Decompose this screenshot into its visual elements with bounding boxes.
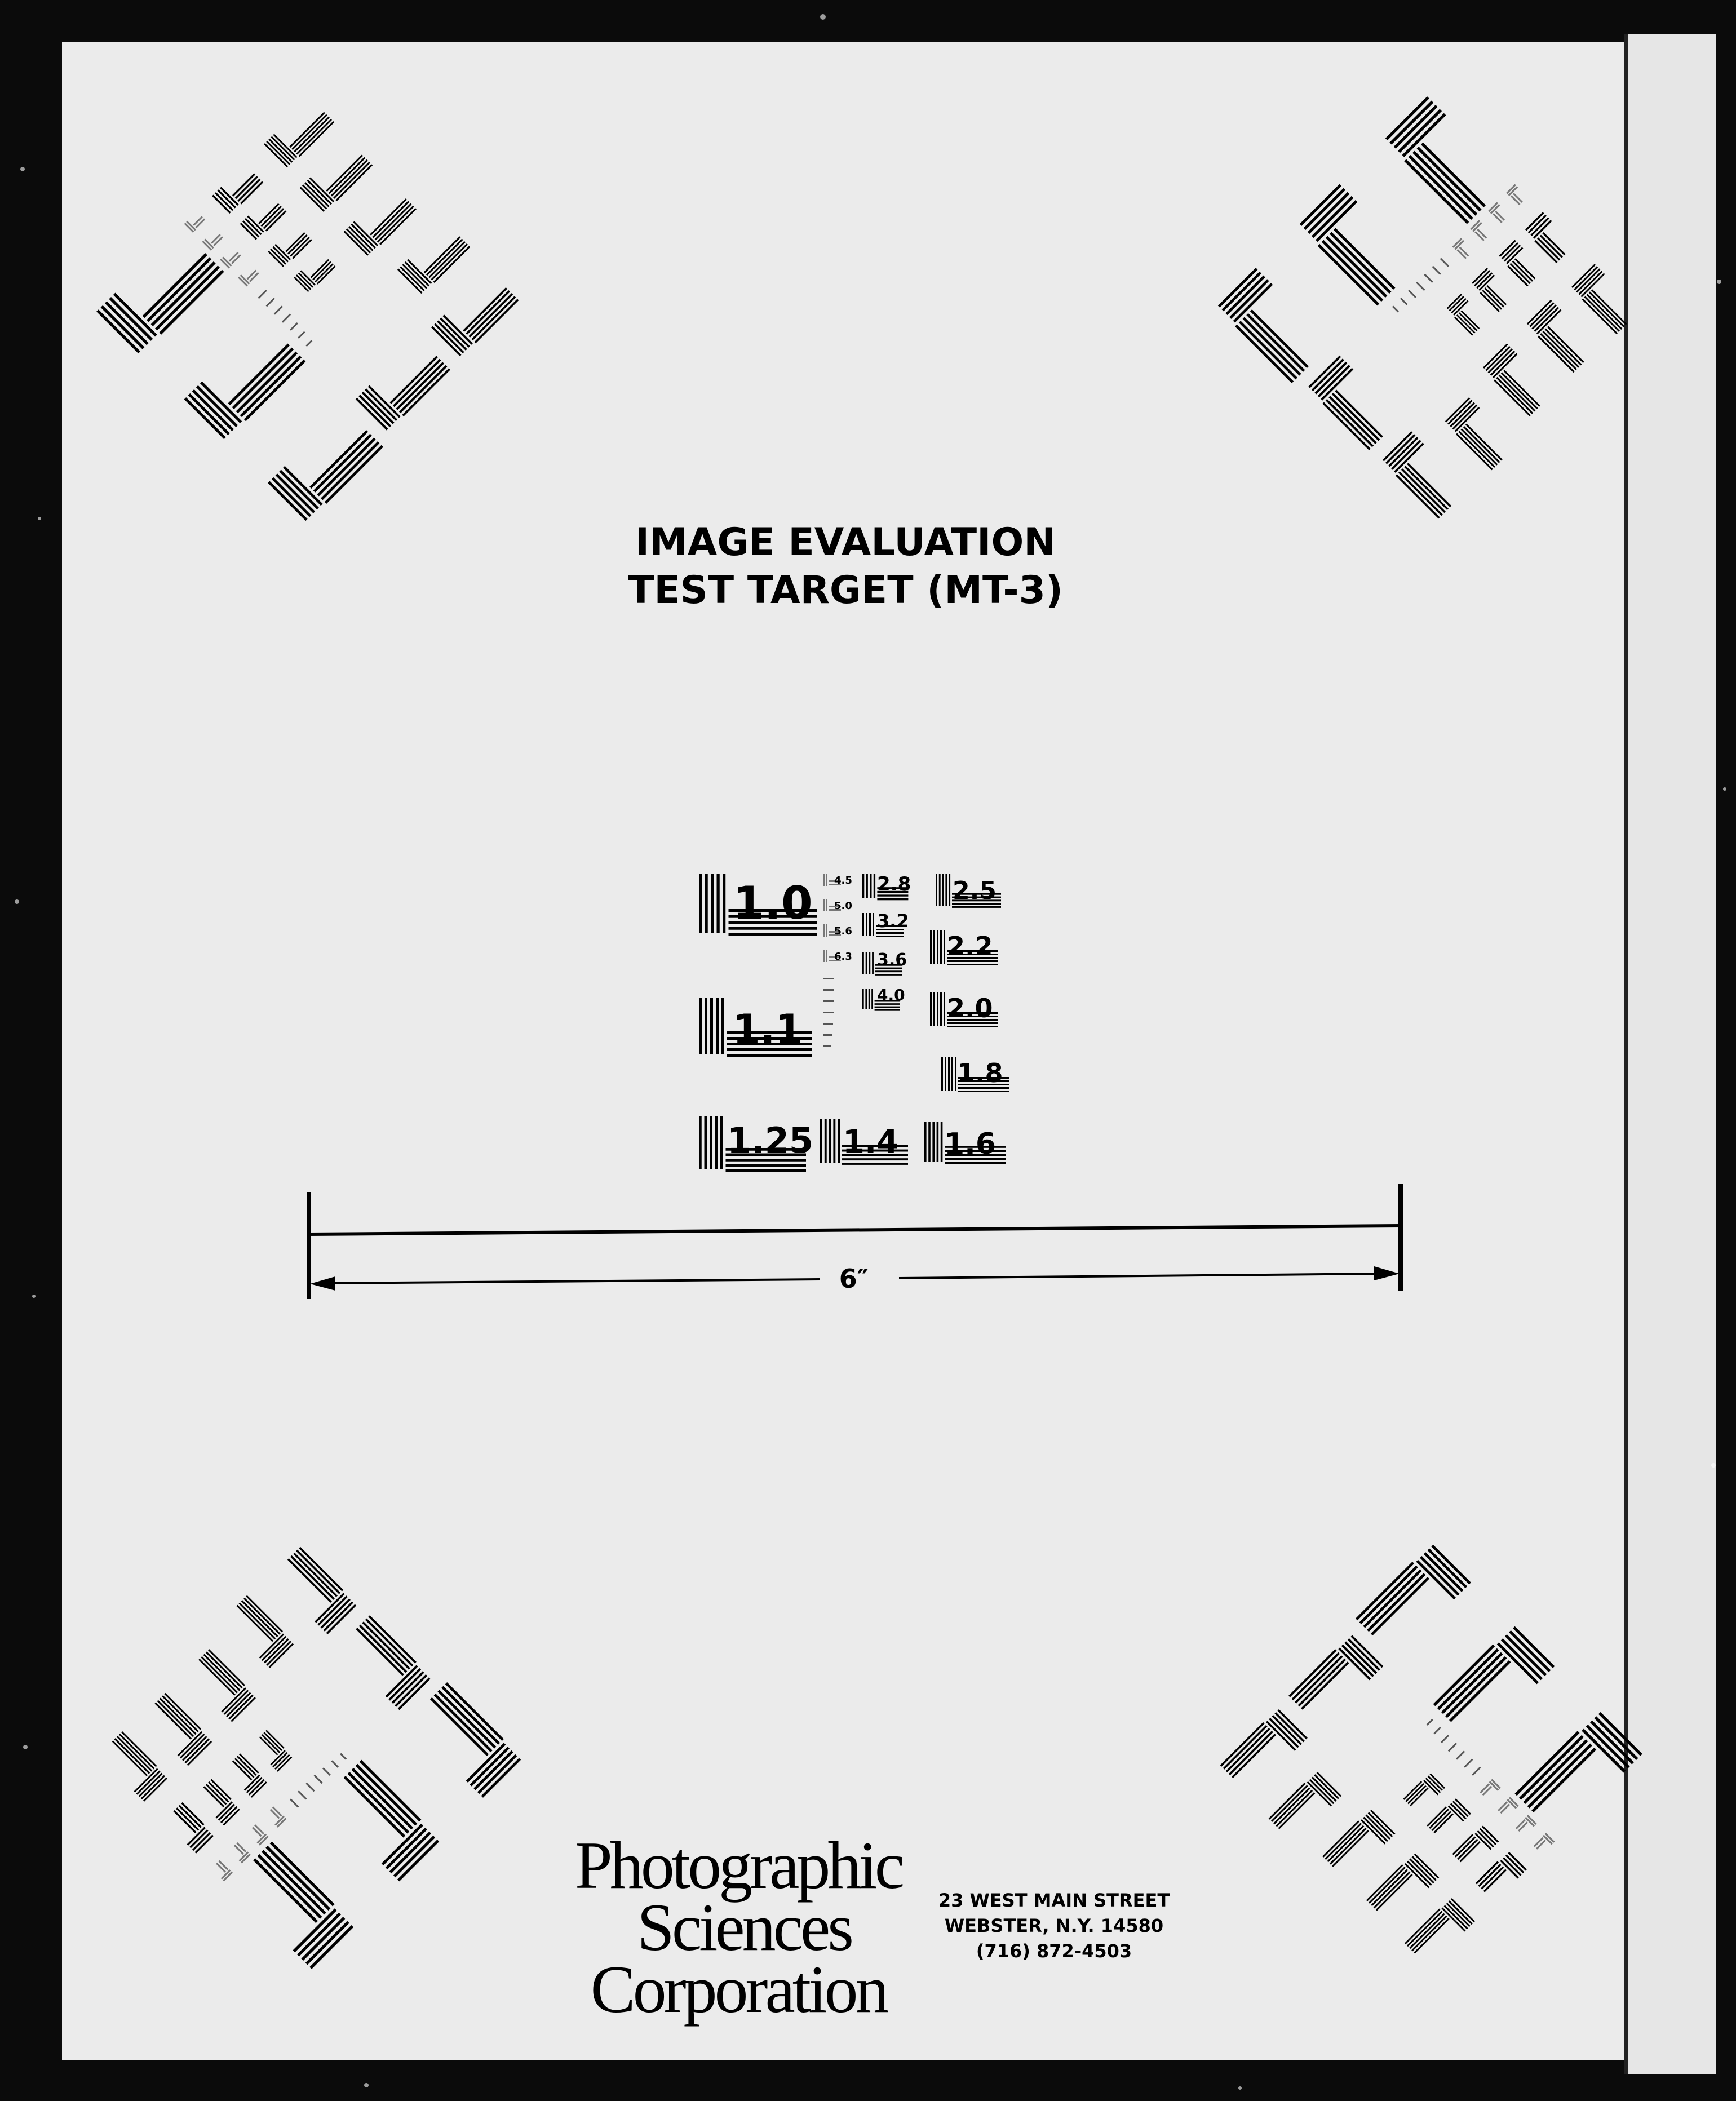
title-line-2: TEST TARGET (MT-3)	[627, 568, 1064, 613]
company-name-line-1: Photographic	[575, 1828, 902, 1903]
address-line-2: WEBSTER, N.Y. 14580	[944, 1915, 1164, 1936]
company-name-line-3: Corporation	[590, 1952, 887, 2027]
label-2-2: 2.2	[947, 931, 993, 961]
label-1-8: 1.8	[957, 1058, 1003, 1088]
label-1-6: 1.6	[944, 1127, 997, 1161]
title-line-1: IMAGE EVALUATION	[635, 520, 1056, 565]
label-4-0: 4.0	[877, 986, 905, 1004]
label-5-0: 5.0	[834, 900, 852, 912]
label-6-3: 6.3	[834, 951, 852, 963]
scale-label: 6″	[839, 1264, 869, 1294]
label-1-4: 1.4	[843, 1124, 899, 1160]
company-name-line-2: Sciences	[637, 1890, 851, 1965]
label-5-6: 5.6	[834, 925, 852, 937]
label-1-0: 1.0	[733, 877, 813, 929]
address-line-1: 23 WEST MAIN STREET	[938, 1890, 1170, 1911]
label-2-5: 2.5	[953, 876, 997, 905]
label-1-1: 1.1	[733, 1006, 803, 1052]
label-2-0: 2.0	[947, 993, 993, 1023]
label-3-6: 3.6	[877, 950, 907, 970]
label-1-25: 1.25	[727, 1120, 813, 1161]
page-right-strip	[1626, 34, 1716, 2074]
address-phone: (716) 872-4503	[976, 1940, 1132, 1962]
label-4-5: 4.5	[834, 875, 852, 887]
label-3-2: 3.2	[877, 910, 909, 932]
page	[62, 42, 1635, 2060]
label-2-8: 2.8	[877, 873, 911, 896]
